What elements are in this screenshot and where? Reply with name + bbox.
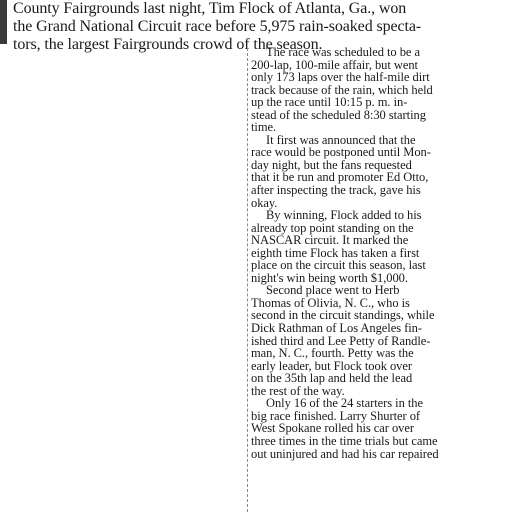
article-line: The race was scheduled to be a <box>266 45 420 59</box>
article-line: Thomas of Olivia, N. C., who is <box>251 295 410 310</box>
lead-line: the Grand National Circuit race before 5,975 rain-soaked specta- <box>13 18 422 35</box>
article-line: that it be run and promoter Ed Otto, <box>251 170 429 185</box>
article-line: time. <box>251 120 277 135</box>
article-line: West Spokane rolled his car over <box>251 421 414 436</box>
article-line: ished third and Lee Petty of Randle- <box>251 333 431 348</box>
column-edge-mark <box>0 0 7 44</box>
article-line: NASCAR circuit. It marked the <box>251 233 409 248</box>
article-line: day night, but the fans requested <box>251 157 412 172</box>
article-line: three times in the time trials but came <box>251 433 438 448</box>
article-line: Dick Rathman of Los Angeles fin- <box>251 321 422 336</box>
article-line: up the race until 10:15 p. m. in- <box>251 95 408 110</box>
lead-line: tors, the largest Fairgrounds crowd of the season. <box>13 36 323 53</box>
article-line: man, N. C., fourth. Petty was the <box>251 346 414 361</box>
article-line: second in the circuit standings, while <box>251 308 435 323</box>
article-line: on the 35th lap and held the lead <box>251 371 413 386</box>
article-line: the rest of the way. <box>251 383 345 398</box>
article-line: out uninjured and had his car repaired <box>251 446 439 461</box>
article-line: 200-lap, 100-mile affair, but went <box>251 57 418 72</box>
article-line: By winning, Flock added to his <box>266 208 422 223</box>
article-line: big race finished. Larry Shurter of <box>251 408 421 423</box>
article-line: after inspecting the track, gave his <box>251 183 421 198</box>
article-line: track because of the rain, which held <box>251 82 433 97</box>
column-rule <box>247 48 248 512</box>
article-line: already top point standing on the <box>251 220 414 235</box>
lead-line: County Fairgrounds last night, Tim Flock of Atlanta, Ga., won <box>13 0 407 17</box>
article-line: place on the circuit this season, last <box>251 258 426 273</box>
article-line: eighth time Flock has taken a first <box>251 245 420 260</box>
article-column <box>251 46 507 460</box>
article-line: stead of the scheduled 8:30 starting <box>251 107 426 122</box>
article-line: race would be postponed until Mon- <box>251 145 431 160</box>
article-line: night's win being worth $1,000. <box>251 270 408 285</box>
article-line: early leader, but Flock took over <box>251 358 412 373</box>
article-line: Second place went to Herb <box>266 283 400 298</box>
article-line: only 173 laps over the half-mile dirt <box>251 70 430 85</box>
article-line: okay. <box>251 195 278 210</box>
article-line: Only 16 of the 24 starters in the <box>266 396 423 411</box>
article-line: It first was announced that the <box>266 132 416 147</box>
